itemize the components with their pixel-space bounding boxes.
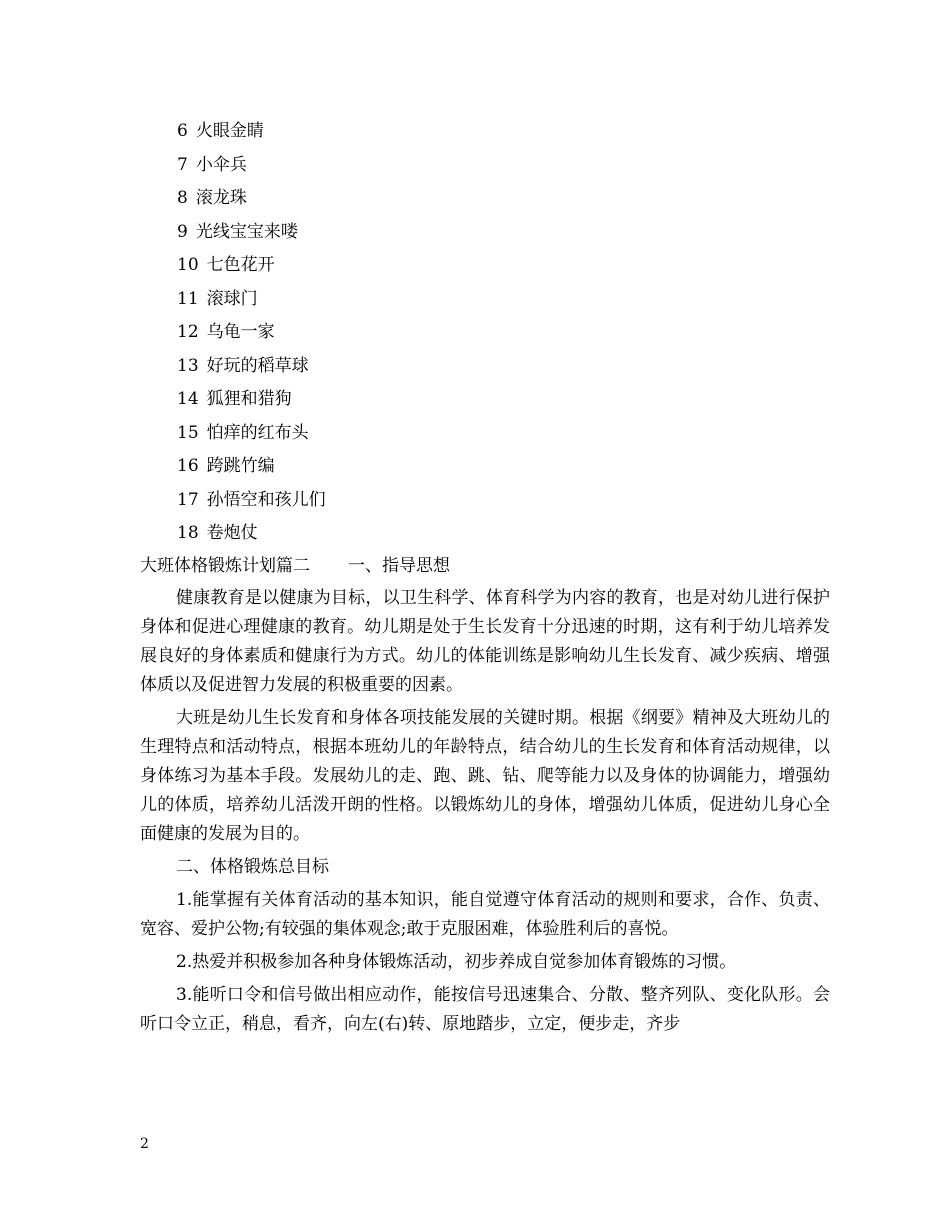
list-item-number: 17 [177,489,199,510]
list-item-text: 光线宝宝来喽 [195,221,298,242]
section-heading-line [140,552,830,581]
list-item-number: 18 [177,523,199,543]
list-item-text: 火眼金睛 [195,121,264,141]
list-item [177,117,326,151]
list-item-number: 16 [177,456,199,476]
list-item-text: 滚球门 [206,288,258,309]
list-item [177,385,326,419]
list-item [177,452,326,486]
list-item-text: 跨跳竹编 [206,456,275,476]
list-item-number: 6 [177,121,188,141]
list-item-number: 11 [177,288,199,309]
paragraph-senior-class: 大班是幼儿生长发育和身体各项技能发展的关键时期。根据《纲要》精神及大班幼儿的生理特点和活动特点，根据本班幼儿的年龄特点，结合幼儿的生长发育和体育活动规律，以身体练习为基本手段。发展幼儿的走、跑、跳、钻、爬等能力以及身体的协调能力，增强幼儿的体质，培养幼儿活泼开朗的性格。以锻炼幼儿的身体，增强幼儿体质，促进幼儿身心全面健康的发展为目的。 [140,708,830,844]
goal-item-2: 2.热爱并积极参加各种身体锻炼活动，初步养成自觉参加体育锻炼的习惯。 [176,952,737,972]
list-item-text: 七色花开 [206,255,275,275]
body-text [140,552,830,1043]
list-item-number: 10 [177,255,199,275]
list-item [177,184,326,218]
list-item [177,285,326,319]
list-item-number: 7 [177,154,188,175]
list-item-text: 乌龟一家 [206,322,275,342]
list-item [177,419,326,453]
list-item-number: 12 [177,322,199,342]
subsection-goals-heading: 二、体格锻炼总目标 [176,857,329,877]
list-item [177,519,326,553]
subsection-title: 一、指导思想 [348,556,450,576]
list-item-text: 小伞兵 [195,154,247,175]
list-item-number: 14 [177,389,199,409]
list-item-number: 8 [177,188,188,208]
goal-item-1: 1.能掌握有关体育活动的基本知识，能自觉遵守体育活动的规则和要求，合作、负责、宽容、爱护公物;有较强的集体观念;敢于克服困难，体验胜利后的喜悦。 [140,890,830,939]
list-item [177,218,326,252]
page-number: 2 [140,1136,149,1152]
list-item-text: 滚龙珠 [195,188,247,208]
list-item-text: 好玩的稻草球 [206,355,309,376]
list-item-text: 怕痒的红布头 [206,422,309,443]
paragraph-health-education: 健康教育是以健康为目标，以卫生科学、体育科学为内容的教育，也是对幼儿进行保护身体和促进心理健康的教育。幼儿期是处于生长发育十分迅速的时期，这有利于幼儿培养发展良好的身体素质和健康行为方式。幼儿的体能训练是影响幼儿生长发育、减少疾病、增强体质以及促进智力发展的积极重要的因素。 [140,588,830,695]
list-item-number: 13 [177,355,199,376]
list-item [177,251,326,285]
list-item-number: 9 [177,221,188,242]
game-list [177,117,326,553]
list-item-number: 15 [177,422,199,443]
list-item [177,151,326,185]
list-item-text: 孙悟空和孩儿们 [206,489,326,510]
section-title: 大班体格锻炼计划篇二 [140,556,310,576]
list-item [177,352,326,386]
goal-item-3: 3.能听口令和信号做出相应动作，能按信号迅速集合、分散、整齐列队、变化队形。会听口令立正，稍息，看齐，向左(右)转、原地踏步，立定，便步走，齐步 [140,985,830,1034]
list-item [177,318,326,352]
list-item-text: 卷炮仗 [206,523,258,543]
list-item-text: 狐狸和猎狗 [206,389,292,409]
list-item [177,486,326,520]
